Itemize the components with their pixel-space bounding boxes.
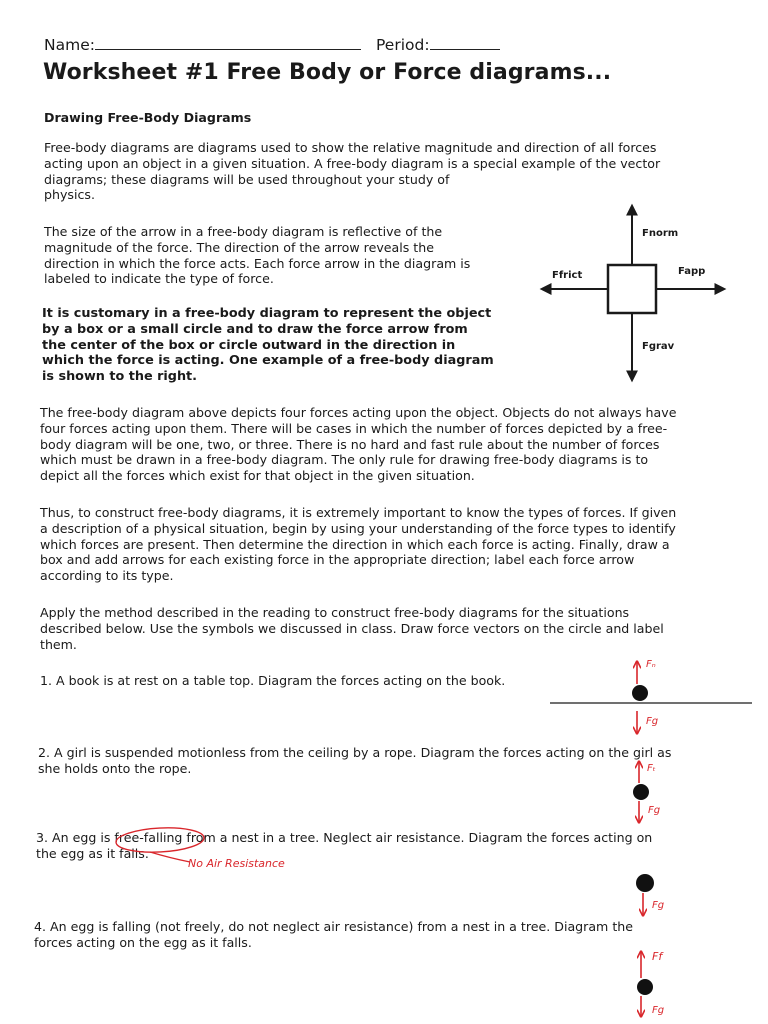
text-line: labeled to indicate the type of force.: [44, 271, 274, 287]
girl-dot: [633, 784, 649, 800]
text-line: the egg as it falls.: [36, 845, 149, 861]
text-line: Apply the method described in the reading to construct free-body diagrams for the situations: [40, 605, 630, 620]
text-line: physics.: [44, 187, 95, 203]
text-line: It is customary in a free-body diagram to represent the object: [42, 306, 492, 321]
q1-bottom-label: Fg: [646, 716, 659, 727]
text-line: described below. Use the symbols we discussed in class. Draw force vectors on the circle and label: [40, 620, 664, 636]
fapp-label: Fapp: [678, 266, 706, 277]
text-line: The size of the arrow in a free-body diagram is reflective of the: [44, 224, 443, 239]
text-line: 1. A book is at rest on a table top. Diagram the forces acting on the book.: [40, 673, 506, 688]
q4-bottom-label: Fg: [652, 1005, 665, 1016]
fgrav-label: Fgrav: [642, 341, 675, 352]
q3-bottom-label: Fg: [652, 900, 665, 911]
text-line: according to its type.: [40, 568, 174, 584]
text-line: 3. An egg is free-falling from a nest in a tree. Neglect air resistance. Diagram the forces acting on: [36, 830, 653, 845]
text-line: which must be drawn in a free-body diagram. The only rule for drawing free-body diagrams is to: [40, 452, 649, 468]
q4-top-label: Ff: [652, 950, 663, 963]
text-line: body diagram will be one, two, or three. There is no hard and fast rule about the number of forces: [40, 436, 660, 452]
egg2-dot: [637, 979, 653, 995]
ffrict-label: Ffrict: [552, 270, 583, 281]
q3-note: No Air Resistance: [188, 857, 285, 870]
fnorm-label: Fnorm: [642, 228, 679, 239]
text-line: she holds onto the rope.: [38, 760, 192, 776]
text-line: depict all the forces which exist for that object in the given situation.: [40, 468, 475, 484]
q2-top-label: Fₜ: [647, 763, 656, 774]
text-line: which forces are present. Then determine the direction in which each force is acting. Finally, draw a: [40, 536, 670, 552]
text-line: 4. An egg is falling (not freely, do not neglect air resistance) from a nest in a tree. Diagram the: [34, 919, 633, 934]
text-line: Thus, to construct free-body diagrams, it is extremely important to know the types of forces. If given: [40, 505, 677, 520]
text-line: magnitude of the force. The direction of the arrow reveals the: [44, 239, 434, 255]
text-line: the center of the box or circle outward in the direction in: [42, 337, 456, 353]
book-dot: [632, 685, 648, 701]
text-line: four forces acting upon them. There will be cases in which the number of forces depicted by a free-: [40, 420, 668, 436]
name-label: Name:: [44, 36, 95, 54]
text-line: is shown to the right.: [42, 369, 198, 385]
text-line: box and add arrows for each existing force in the appropriate direction; label each force arrow: [40, 552, 635, 568]
text-line: which the force is acting. One example of a free-body diagram: [42, 353, 494, 369]
text-line: 2. A girl is suspended motionless from the ceiling by a rope. Diagram the forces acting on the girl as: [38, 745, 672, 760]
text-line: forces acting on the egg as it falls.: [34, 934, 252, 950]
text-line: acting upon an object in a given situation. A free-body diagram is a special example of the vector: [44, 155, 661, 171]
text-line: them.: [40, 636, 77, 652]
text-line: a description of a physical situation, begin by using your understanding of the force types to identify: [40, 520, 676, 536]
note-pointer: [150, 852, 190, 862]
q1-top-label: Fₙ: [646, 659, 656, 670]
text-line: direction in which the force acts. Each force arrow in the diagram is: [44, 255, 471, 271]
period-label: Period:: [376, 36, 430, 54]
section-title: Drawing Free-Body Diagrams: [44, 110, 252, 125]
free-falling-circle: [115, 826, 204, 855]
text-line: diagrams; these diagrams will be used throughout your study of: [44, 171, 450, 187]
text-line: The free-body diagram above depicts four forces acting upon the object. Objects do not always have: [40, 405, 677, 420]
page-title: Worksheet #1 Free Body or Force diagrams...: [43, 60, 612, 85]
egg1-dot: [636, 874, 654, 892]
text-line: Free-body diagrams are diagrams used to show the relative magnitude and direction of all forces: [44, 140, 657, 155]
q2-bottom-label: Fg: [648, 805, 661, 816]
text-line: by a box or a small circle and to draw the force arrow from: [42, 321, 468, 337]
